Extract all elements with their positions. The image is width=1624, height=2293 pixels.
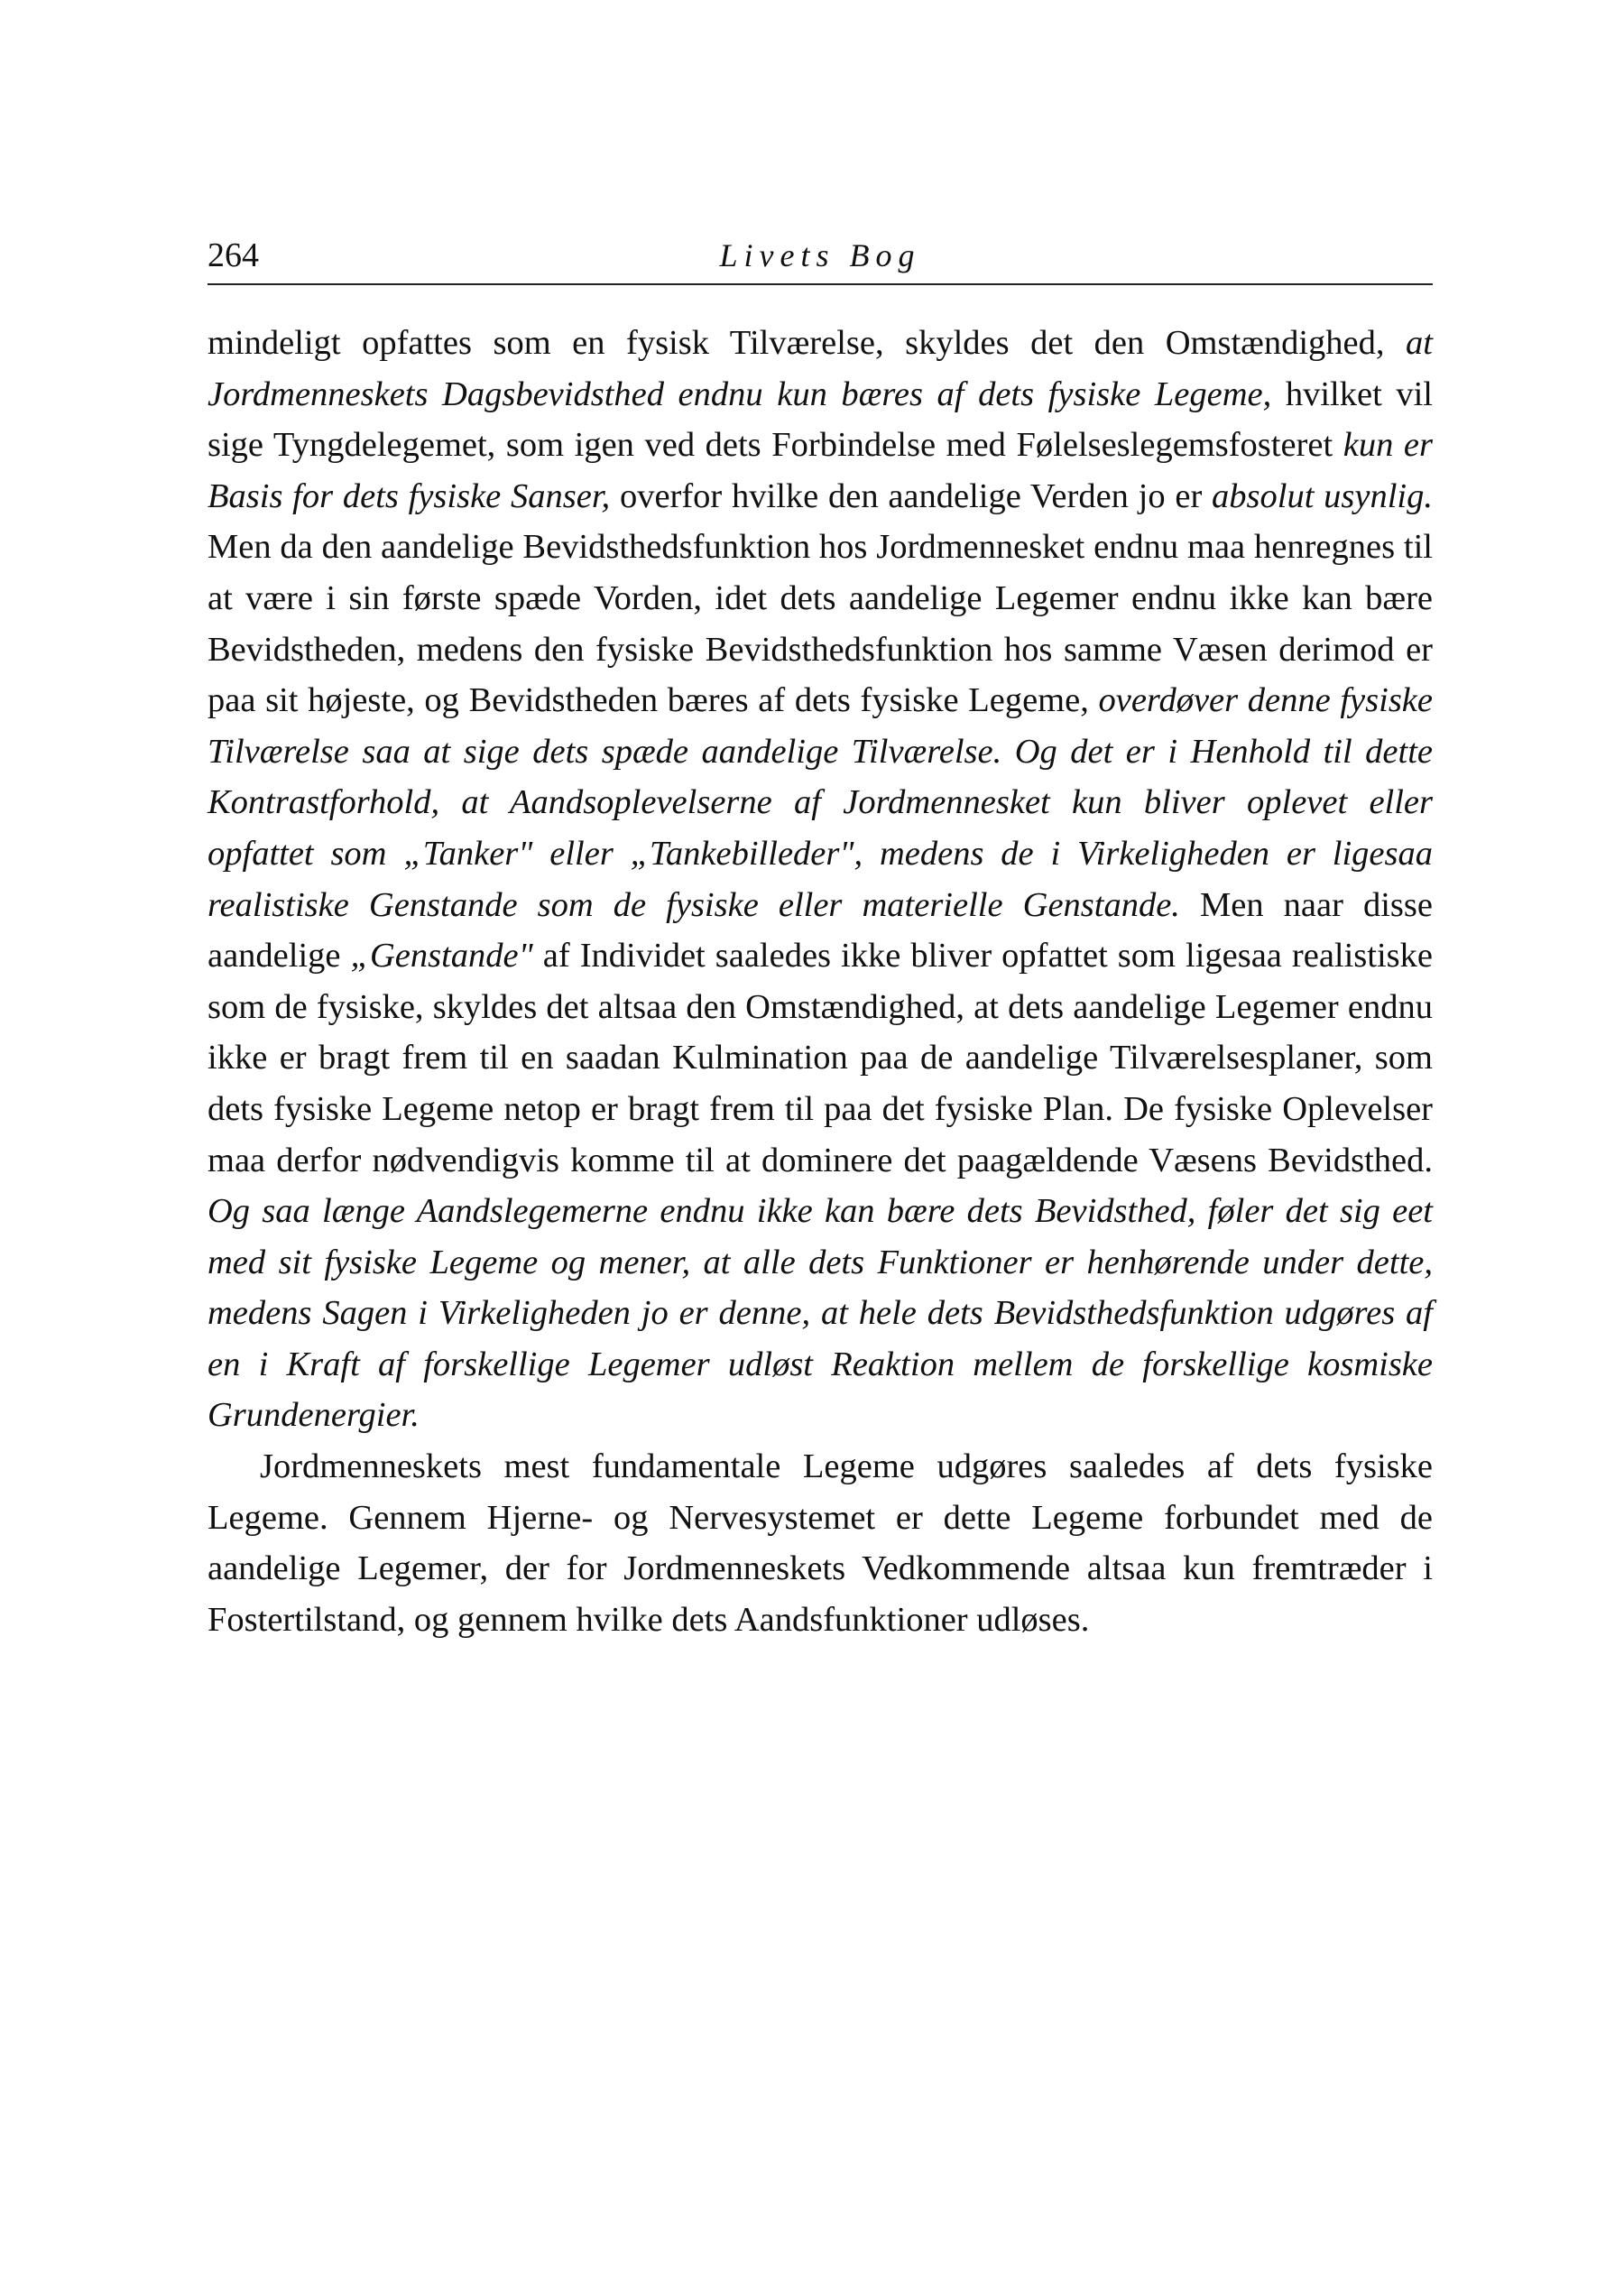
italic-text-segment: Og saa længe Aandslegemerne endnu ikke kan bære dets Bevidsthed, føler det sig eet med sit fysiske Legeme og mener, at alle dets Funktioner er henhørende under dette, medens Sagen i Virkeligheden jo er denne, at hele dets Bevidsthedsfunktion udgøres af en i Kraft af forskellige Legemer udløst Reaktion mellem de forskellige kosmiske Grundenergier. xyxy=(208,1192,1433,1435)
running-title: Livets Bog xyxy=(719,237,921,273)
text-segment: Men naar disse aandelige xyxy=(208,885,1433,975)
text-segment: hvilket vil sige Tyngdelegemet, som igen ved dets Forbindelse med Følelseslegemsfosteret xyxy=(208,374,1433,465)
paragraph-1 xyxy=(208,318,1433,1441)
body-text xyxy=(208,318,1433,1645)
italic-text-segment: kun er Basis for dets fysiske Sanser, xyxy=(208,426,1433,515)
text-segment: af Individet saaledes ikke bliver opfattet som ligesaa realistiske som de fysiske, skyldes det altsaa den Omstændighed, at dets aandelige Legemer endnu ikke er bragt frem til en saadan Kulmination paa de aandelige Tilværelsesplaner, som dets fysiske Legeme netop er bragt frem til paa det fysiske Plan. De fysiske Oplevelser maa derfor nødvendigvis komme til at dominere det paagældende Væsens Bevidsthed. xyxy=(208,937,1433,1179)
text-segment: Jordmenneskets mest fundamentale Legeme udgøres saaledes af dets fysiske Legeme. Gennem Hjerne- og Nervesystemet er dette Legeme forbundet med de aandelige Legemer, der for Jordmenneskets Vedkommende altsaa kun fremtræder i Fostertilstand, og gennem hvilke dets Aandsfunktioner udløses. xyxy=(208,1447,1433,1639)
italic-text-segment: at Jordmenneskets Dagsbevidsthed endnu kun bæres af dets fysiske Legeme, xyxy=(208,324,1433,413)
italic-text-segment: absolut usynlig. xyxy=(1212,476,1433,515)
paragraph-2 xyxy=(208,1441,1433,1645)
italic-text-segment: overdøver denne fysiske Tilværelse saa at sige dets spæde aandelige Tilværelse. Og det er i Henhold til dette Kontrastforhold, at Aandsoplevelserne af Jordmennesket kun bliver oplevet eller opfattet som „Tanker" eller „Tankebilleder", medens de i Virkeligheden er ligesaa realistiske Genstande som de fysiske eller materielle Genstande. xyxy=(208,681,1433,924)
page-number: 264 xyxy=(208,236,259,274)
page-header xyxy=(208,233,1433,285)
text-segment: mindeligt opfattes som en fysisk Tilværelse, skyldes det den Omstændighed, xyxy=(208,324,1407,362)
text-segment: Men da den aandelige Bevidsthedsfunktion hos Jordmennesket endnu maa henregnes til at være i sin første spæde Vorden, idet dets aandelige Legemer endnu ikke kan bære Bevidstheden, medens den fysiske Bevidsthedsfunktion hos samme Væsen derimod er paa sit højeste, og Bevidstheden bæres af dets fysiske Legeme, xyxy=(208,528,1433,720)
text-segment: overfor hvilke den aandelige Verden jo er xyxy=(610,476,1213,515)
italic-text-segment: „Genstande" xyxy=(350,937,533,975)
